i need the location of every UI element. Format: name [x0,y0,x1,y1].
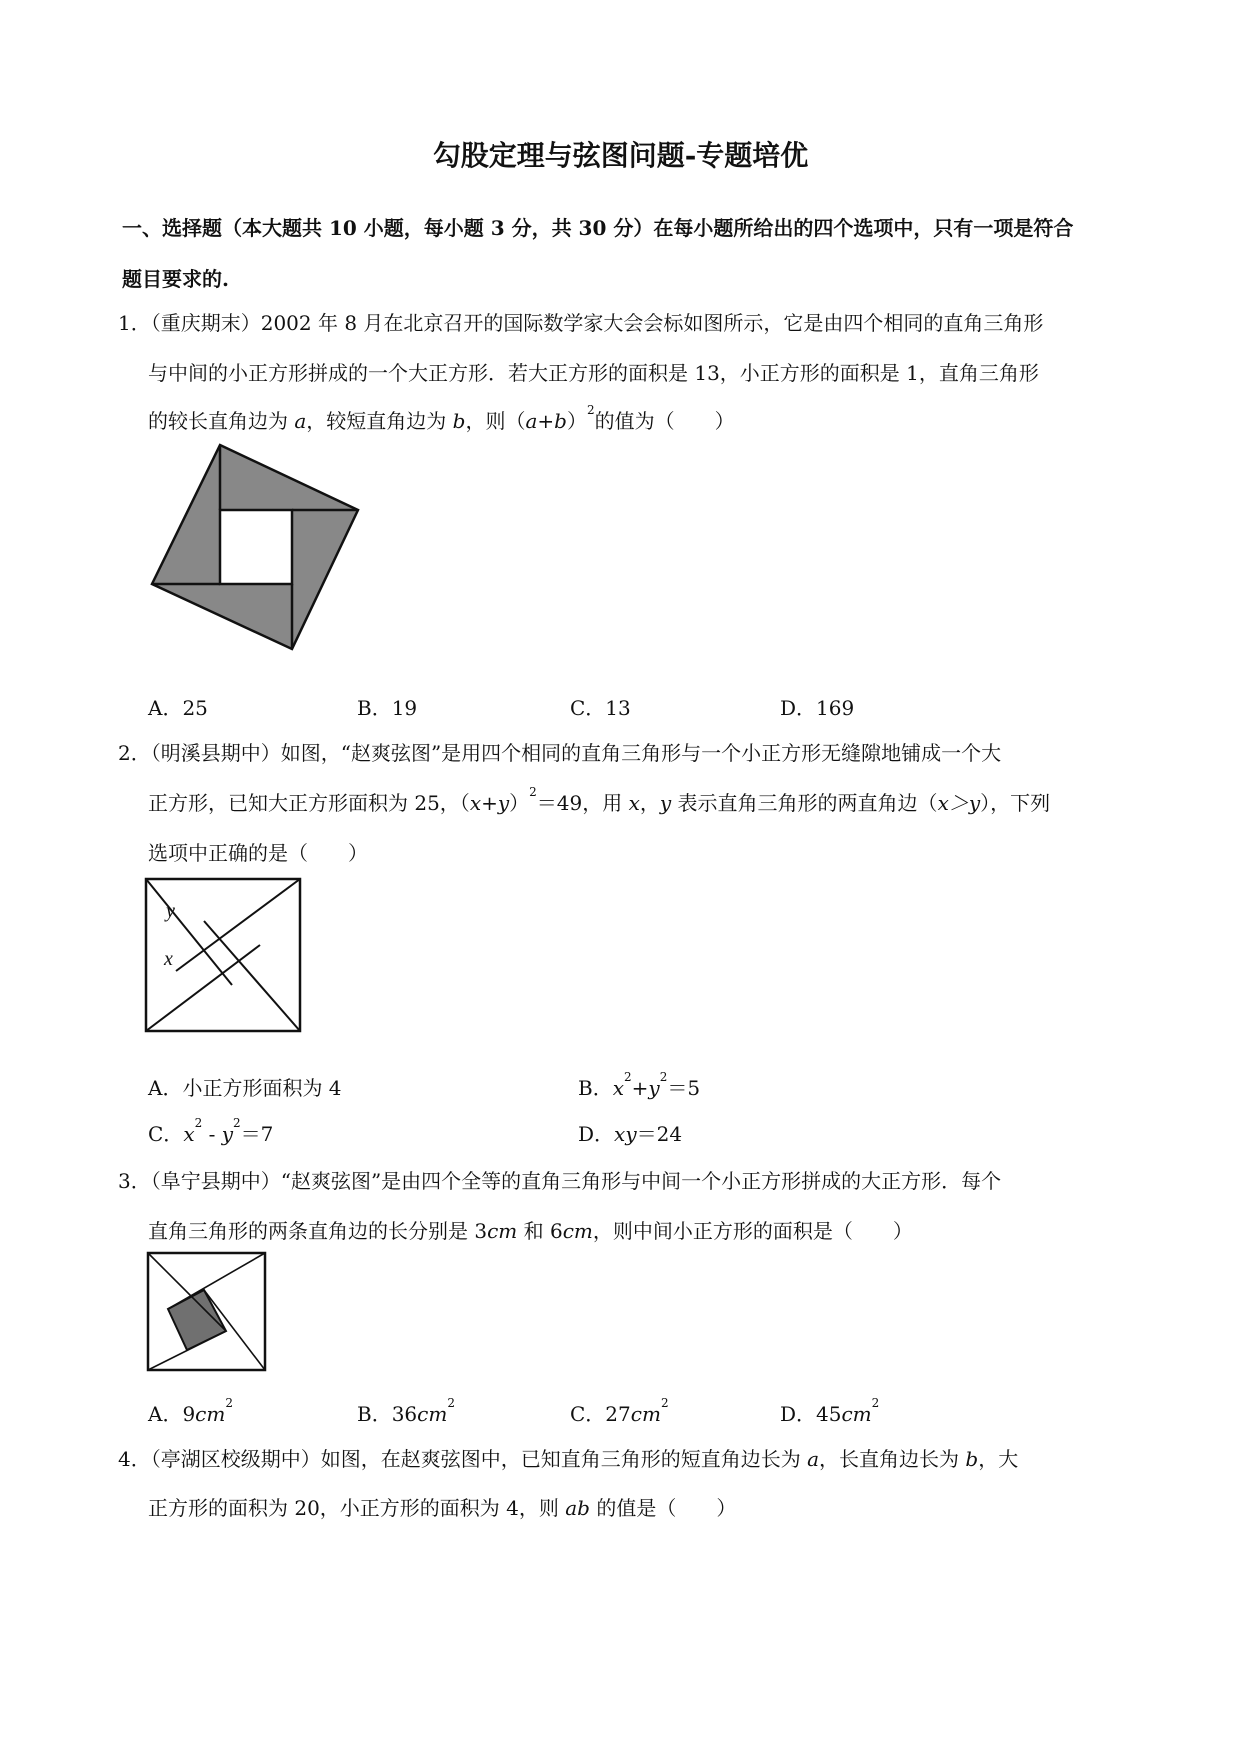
q2-label-y: y [166,900,175,922]
q1-line2: 与中间的小正方形拼成的一个大正方形．若大正方形的面积是 13，小正方形的面积是 1，直角三角形 [148,361,1039,385]
q2-option-b[interactable]: B．$x^2+y^2=5$ [578,1070,701,1100]
q3-option-b[interactable]: B．$36cm^2$ [357,1396,455,1426]
q1-inner-square [220,510,292,584]
q1-line3: 的较长直角边为 a，较短直角边为 b，则$(a+b)^2$的值为（ ） [148,403,735,433]
section-header-line2: 题目要求的. [122,267,229,291]
q2-option-d[interactable]: D．xy＝24 [578,1122,683,1146]
q1-option-b[interactable]: B．19 [357,696,418,720]
q3-option-d[interactable]: D．$45cm^2$ [780,1396,880,1426]
q3-line1: 3．（阜宁县期中）“赵爽弦图”是由四个全等的直角三角形与中间一个小正方形拼成的大正方形．每个 [118,1169,1002,1193]
q2-line2: 正方形，已知大正方形面积为 25，$(x+y)^2=49$，用 x，y 表示直角三角形的两直角边（x＞y），下列 [148,785,1051,815]
q3-line2: 直角三角形的两条直角边的长分别是 3cm 和 6cm，则中间小正方形的面积是（ ） [148,1219,913,1243]
q2-option-a[interactable]: A．小正方形面积为 4 [148,1076,342,1100]
q1-option-c[interactable]: C．13 [570,696,631,720]
q1-option-a[interactable]: A．25 [148,696,208,720]
q1-option-d[interactable]: D．169 [780,696,855,720]
q4-line1: 4．（亭湖区校级期中）如图，在赵爽弦图中，已知直角三角形的短直角边长为 a，长直角边长为 b，大 [118,1447,1019,1471]
q3-option-c[interactable]: C．$27cm^2$ [570,1396,669,1426]
page-title: 勾股定理与弦图问题-专题培优 [432,139,809,172]
q2-option-c[interactable]: C．$x^2 - y^2=7$ [148,1116,274,1146]
q1-figure-pinwheel [140,440,370,660]
q4-line2: 正方形的面积为 20，小正方形的面积为 4，则 ab 的值是（ ） [148,1496,737,1520]
q2-label-x: x [164,948,173,970]
q2-line1: 2．（明溪县期中）如图，“赵爽弦图”是用四个相同的直角三角形与一个小正方形无缝隙地铺成一个大 [118,741,1002,765]
q3-figure-zhao-shuang [145,1250,270,1375]
q2-figure-zhao-shuang [140,875,310,1035]
section-header-line1: 一、选择题（本大题共 10 小题，每小题 3 分，共 30 分）在每小题所给出的四个选项中，只有一项是符合 [122,216,1074,240]
q2-line3: 选项中正确的是（ ） [148,841,368,865]
q1-line1: 1．（重庆期末）2002 年 8 月在北京召开的国际数学家大会会标如图所示，它是由四个相同的直角三角形 [118,311,1044,335]
q3-option-a[interactable]: A．$9cm^2$ [148,1396,233,1426]
